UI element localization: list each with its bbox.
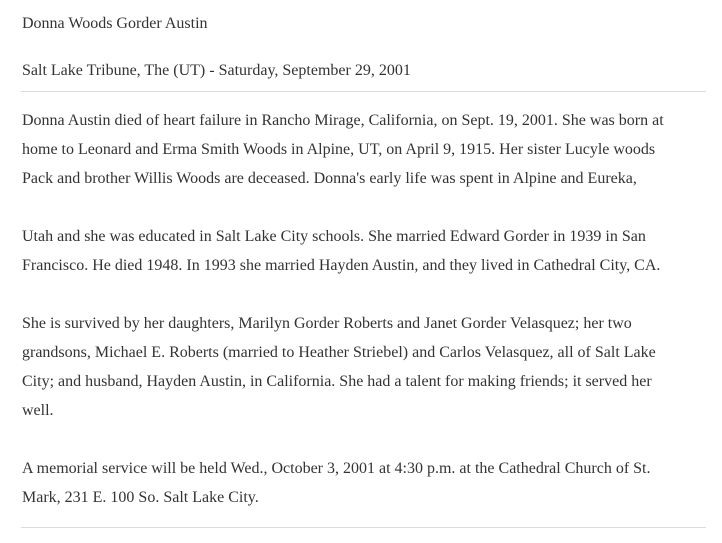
text-line: Mark, 231 E. 100 So. Salt Lake City. xyxy=(22,489,259,506)
text-line: Francisco. He died 1948. In 1993 she married Hayden Austin, and they lived in Cathedral City, CA. xyxy=(22,257,661,274)
text-line: She is survived by her daughters, Marilyn Gorder Roberts and Janet Gorder Velasquez; her two xyxy=(22,315,632,332)
text-line: Pack and brother Willis Woods are deceased. Donna's early life was spent in Alpine and Eureka, xyxy=(22,170,637,187)
text-line: A memorial service will be held Wed., October 3, 2001 at 4:30 p.m. at the Cathedral Church of St. xyxy=(22,460,651,477)
source-line: Salt Lake Tribune, The (UT) - Saturday, September 29, 2001 xyxy=(22,62,411,79)
text-line: Utah and she was educated in Salt Lake City schools. She married Edward Gorder in 1939 in San xyxy=(22,228,646,245)
divider-top xyxy=(21,91,706,92)
text-line: grandsons, Michael E. Roberts (married to Heather Striebel) and Carlos Velasquez, all of Salt Lake xyxy=(22,344,656,361)
obituary-body xyxy=(22,106,706,512)
paragraph xyxy=(22,454,706,512)
text-line: home to Leonard and Erma Smith Woods in Alpine, UT, on April 9, 1915. Her sister Lucyle woods xyxy=(22,141,656,158)
text-line: City; and husband, Hayden Austin, in California. She had a talent for making friends; it served her xyxy=(22,373,652,390)
paragraph xyxy=(22,106,706,193)
paragraph xyxy=(22,222,706,280)
text-line: well. xyxy=(22,402,54,419)
text-line: Donna Austin died of heart failure in Rancho Mirage, California, on Sept. 19, 2001. She was born at xyxy=(22,112,664,129)
paragraph xyxy=(22,309,706,425)
obituary-title: Donna Woods Gorder Austin xyxy=(22,15,208,32)
divider-bottom xyxy=(21,527,706,528)
